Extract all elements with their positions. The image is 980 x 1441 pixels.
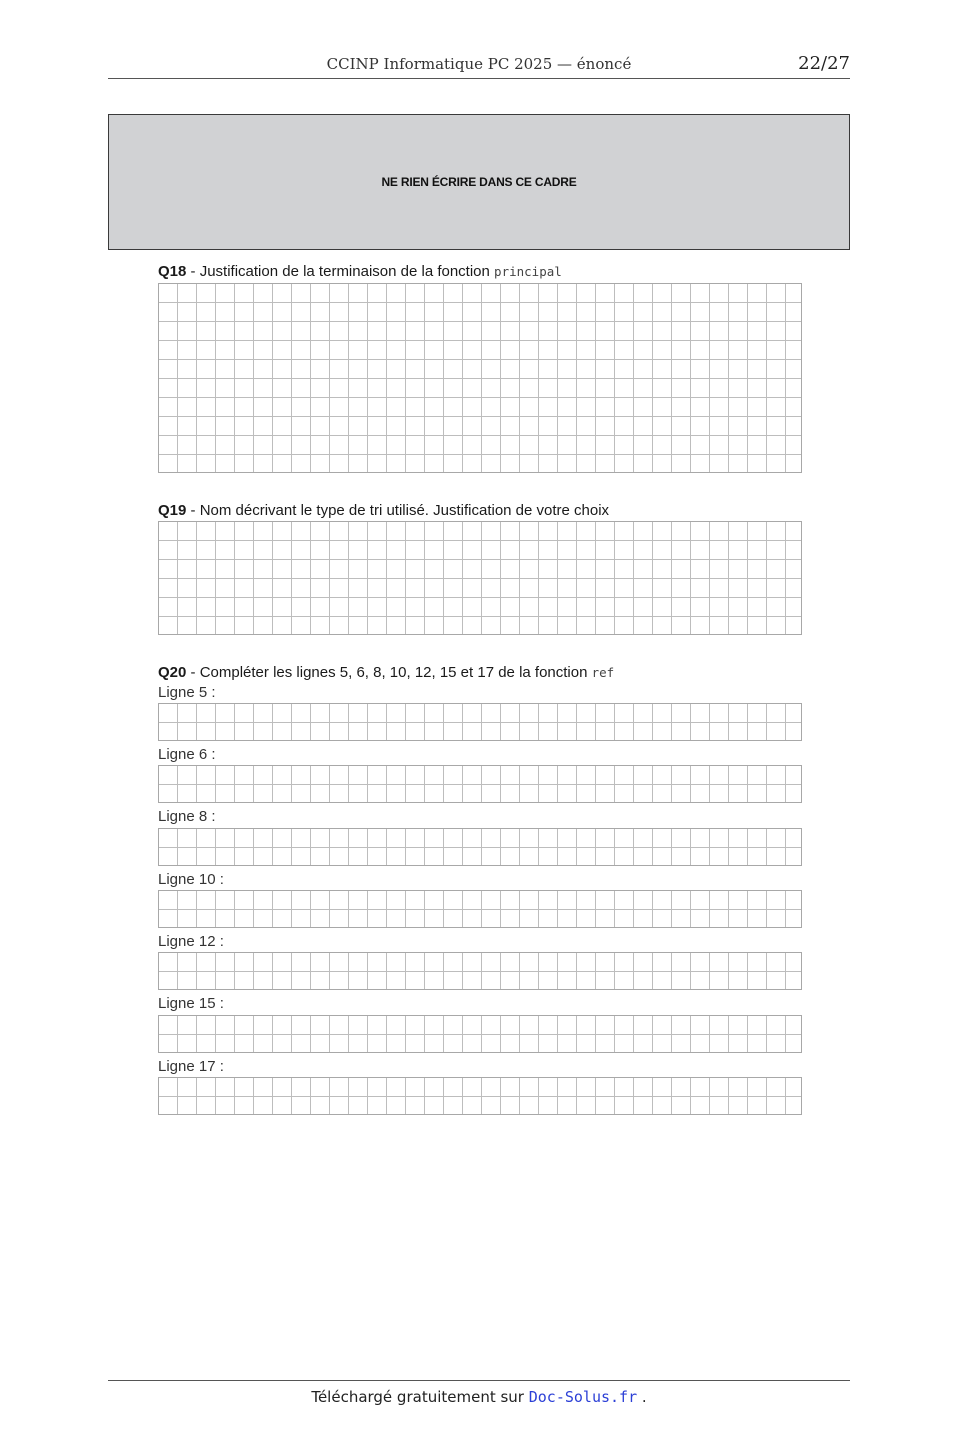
question-separator: -	[186, 502, 200, 519]
answer-grid-line-5[interactable]	[158, 703, 802, 741]
reserved-box	[108, 114, 850, 250]
page-header-title: CCINP Informatique PC 2025 — énoncé	[326, 55, 632, 73]
footer	[108, 1388, 850, 1406]
question-separator: -	[186, 263, 200, 280]
line-label-5: Ligne 5 :	[158, 684, 216, 701]
code-identifier: principal	[494, 264, 562, 279]
reserved-box-text: NE RIEN ÉCRIRE DANS CE CADRE	[381, 175, 577, 189]
answer-grid-line-15[interactable]	[158, 1015, 802, 1053]
line-label-8: Ligne 8 :	[158, 808, 216, 825]
line-label-6: Ligne 6 :	[158, 746, 216, 763]
answer-grid-line-6[interactable]	[158, 765, 802, 803]
question-text: Justification de la terminaison de la fonction	[199, 263, 495, 280]
footer-link[interactable]: Doc-Solus.fr	[528, 1388, 638, 1406]
answer-grid-line-10[interactable]	[158, 890, 802, 928]
answer-grid-q19[interactable]	[158, 521, 802, 635]
footer-rule	[108, 1380, 850, 1381]
code-identifier: ref	[591, 665, 615, 680]
question-text: Compléter les lignes 5, 6, 8, 10, 12, 15 et 17 de la fonction	[199, 664, 592, 681]
question-number: Q20	[158, 664, 187, 681]
line-label-12: Ligne 12 :	[158, 933, 224, 950]
answer-grid-line-17[interactable]	[158, 1077, 802, 1115]
footer-suffix: .	[637, 1388, 647, 1406]
question-q18-label	[158, 263, 562, 280]
header-rule	[108, 78, 850, 79]
question-text: Nom décrivant le type de tri utilisé. Justification de votre choix	[199, 502, 610, 519]
question-separator: -	[186, 664, 200, 681]
line-label-15: Ligne 15 :	[158, 995, 224, 1012]
question-number: Q19	[158, 502, 187, 519]
answer-grid-q18[interactable]	[158, 283, 802, 473]
page-number: 22/27	[798, 53, 850, 74]
question-q19-label	[158, 502, 609, 519]
answer-grid-line-12[interactable]	[158, 952, 802, 990]
footer-prefix: Téléchargé gratuitement sur	[311, 1388, 529, 1406]
answer-grid-line-8[interactable]	[158, 828, 802, 866]
line-label-10: Ligne 10 :	[158, 871, 224, 888]
line-label-17: Ligne 17 :	[158, 1058, 224, 1075]
question-number: Q18	[158, 263, 187, 280]
question-q20-label	[158, 664, 614, 681]
